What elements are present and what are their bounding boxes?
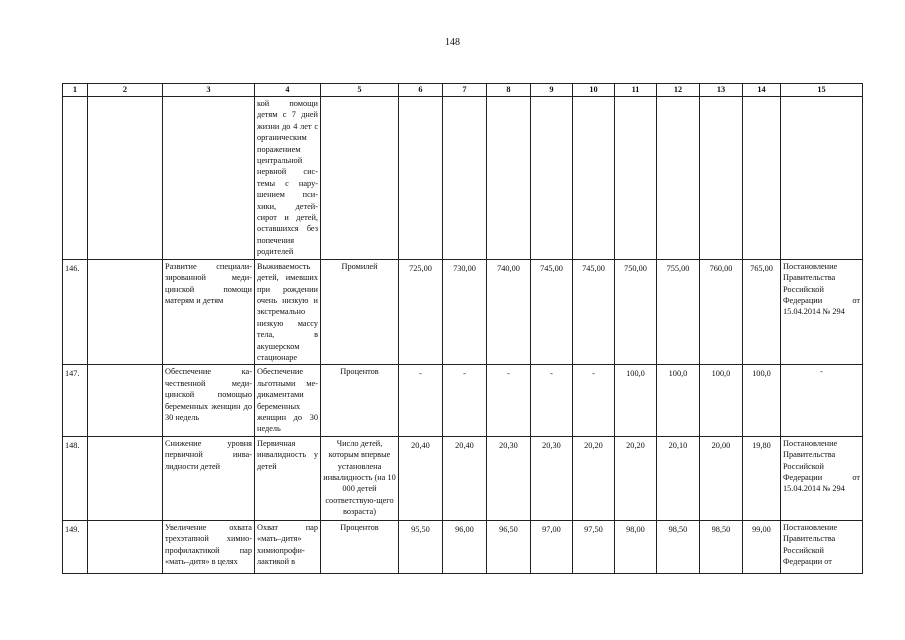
value-cell-6 [399, 97, 443, 260]
value-cell-9: - [531, 365, 573, 436]
header-row [63, 84, 863, 97]
indicators-table [62, 83, 863, 574]
indicator-cell: Охват пар «мать–дитя» химиопрофи-лактикой в [255, 520, 321, 573]
column-header-9: 9 [531, 84, 573, 97]
value-cell-14: 99,00 [743, 520, 781, 573]
goal-cell: Обеспечение ка-чественной меди-цинской помощью беременных женщин до 30 недель [163, 365, 255, 436]
column-header-13: 13 [700, 84, 743, 97]
column-header-8: 8 [487, 84, 531, 97]
value-cell-10: 97,50 [573, 520, 615, 573]
col2-cell [88, 520, 163, 573]
value-cell-10: 745,00 [573, 259, 615, 365]
value-cell-6: 725,00 [399, 259, 443, 365]
value-cell-14: 765,00 [743, 259, 781, 365]
value-cell-13: 98,50 [700, 520, 743, 573]
value-cell-7: 96,00 [443, 520, 487, 573]
value-cell-7 [443, 97, 487, 260]
unit-cell: Процентов [321, 365, 399, 436]
unit-cell [321, 97, 399, 260]
column-header-7: 7 [443, 84, 487, 97]
value-cell-13: 100,0 [700, 365, 743, 436]
value-cell-12 [657, 97, 700, 260]
row-number: 148. [63, 436, 88, 520]
column-header-1: 1 [63, 84, 88, 97]
source-cell: Постановление Правительства Российской Федерации от 15.04.2014 № 294 [781, 436, 863, 520]
table-row [63, 259, 863, 365]
row-number: 146. [63, 259, 88, 365]
row-number [63, 97, 88, 260]
value-cell-8: 740,00 [487, 259, 531, 365]
column-header-11: 11 [615, 84, 657, 97]
value-cell-7: 730,00 [443, 259, 487, 365]
value-cell-9 [531, 97, 573, 260]
value-cell-11 [615, 97, 657, 260]
column-header-6: 6 [399, 84, 443, 97]
value-cell-13: 20,00 [700, 436, 743, 520]
row-number: 149. [63, 520, 88, 573]
indicator-cell: Обеспечение льготными ме-дикаментами беременных женщин до 30 недель [255, 365, 321, 436]
column-header-2: 2 [88, 84, 163, 97]
goal-cell: Развитие специали-зированной меди-цинской помощи матерям и детям [163, 259, 255, 365]
value-cell-12: 98,50 [657, 520, 700, 573]
source-cell [781, 97, 863, 260]
col2-cell [88, 436, 163, 520]
source-cell: Постановление Правительства Российской Федерации от [781, 520, 863, 573]
column-header-12: 12 [657, 84, 700, 97]
value-cell-8: 96,50 [487, 520, 531, 573]
value-cell-13 [700, 97, 743, 260]
column-header-14: 14 [743, 84, 781, 97]
col2-cell [88, 259, 163, 365]
value-cell-10: 20,20 [573, 436, 615, 520]
value-cell-12: 20,10 [657, 436, 700, 520]
value-cell-6: 95,50 [399, 520, 443, 573]
column-header-3: 3 [163, 84, 255, 97]
column-header-15: 15 [781, 84, 863, 97]
value-cell-8: 20,30 [487, 436, 531, 520]
indicator-cell: Первичная инвалидность у детей [255, 436, 321, 520]
source-cell: Постановление Правительства Российской Федерации от 15.04.2014 № 294 [781, 259, 863, 365]
column-header-5: 5 [321, 84, 399, 97]
value-cell-10 [573, 97, 615, 260]
value-cell-14: 19,80 [743, 436, 781, 520]
unit-cell: Процентов [321, 520, 399, 573]
value-cell-6: - [399, 365, 443, 436]
table-row [63, 436, 863, 520]
indicator-cell: кой помощи детям с 7 дней жизни до 4 лет с органическим поражением центральной нервной сис-темы с нару-шением пси-хики, детей-сирот и детей, оставшихся без попечения родителей [255, 97, 321, 260]
value-cell-12: 100,0 [657, 365, 700, 436]
column-header-10: 10 [573, 84, 615, 97]
value-cell-9: 97,00 [531, 520, 573, 573]
value-cell-11: 100,0 [615, 365, 657, 436]
page-number: 148 [445, 37, 460, 48]
value-cell-13: 760,00 [700, 259, 743, 365]
goal-cell: Увеличение охвата трехэтапной химио-профилактикой пар «мать–дитя» в целях [163, 520, 255, 573]
table-row [63, 520, 863, 573]
value-cell-7: 20,40 [443, 436, 487, 520]
goal-cell: Снижение уровня первичной инва-лидности детей [163, 436, 255, 520]
value-cell-14: 100,0 [743, 365, 781, 436]
table-row [63, 97, 863, 260]
value-cell-11: 750,00 [615, 259, 657, 365]
value-cell-8 [487, 97, 531, 260]
table-row [63, 365, 863, 436]
col2-cell [88, 97, 163, 260]
col2-cell [88, 365, 163, 436]
goal-cell [163, 97, 255, 260]
value-cell-7: - [443, 365, 487, 436]
row-number: 147. [63, 365, 88, 436]
unit-cell: Промилей [321, 259, 399, 365]
value-cell-6: 20,40 [399, 436, 443, 520]
column-header-4: 4 [255, 84, 321, 97]
source-cell: - [781, 365, 863, 436]
value-cell-11: 20,20 [615, 436, 657, 520]
value-cell-8: - [487, 365, 531, 436]
value-cell-9: 20,30 [531, 436, 573, 520]
value-cell-14 [743, 97, 781, 260]
value-cell-10: - [573, 365, 615, 436]
value-cell-12: 755,00 [657, 259, 700, 365]
unit-cell: Число детей, которым впервые установлена инвалидность (на 10 000 детей соответствую-щего возраста) [321, 436, 399, 520]
indicator-cell: Выживаемость детей, имевших при рождении очень низкую и экстремально низкую массу тела, в акушерском стационаре [255, 259, 321, 365]
value-cell-11: 98,00 [615, 520, 657, 573]
value-cell-9: 745,00 [531, 259, 573, 365]
